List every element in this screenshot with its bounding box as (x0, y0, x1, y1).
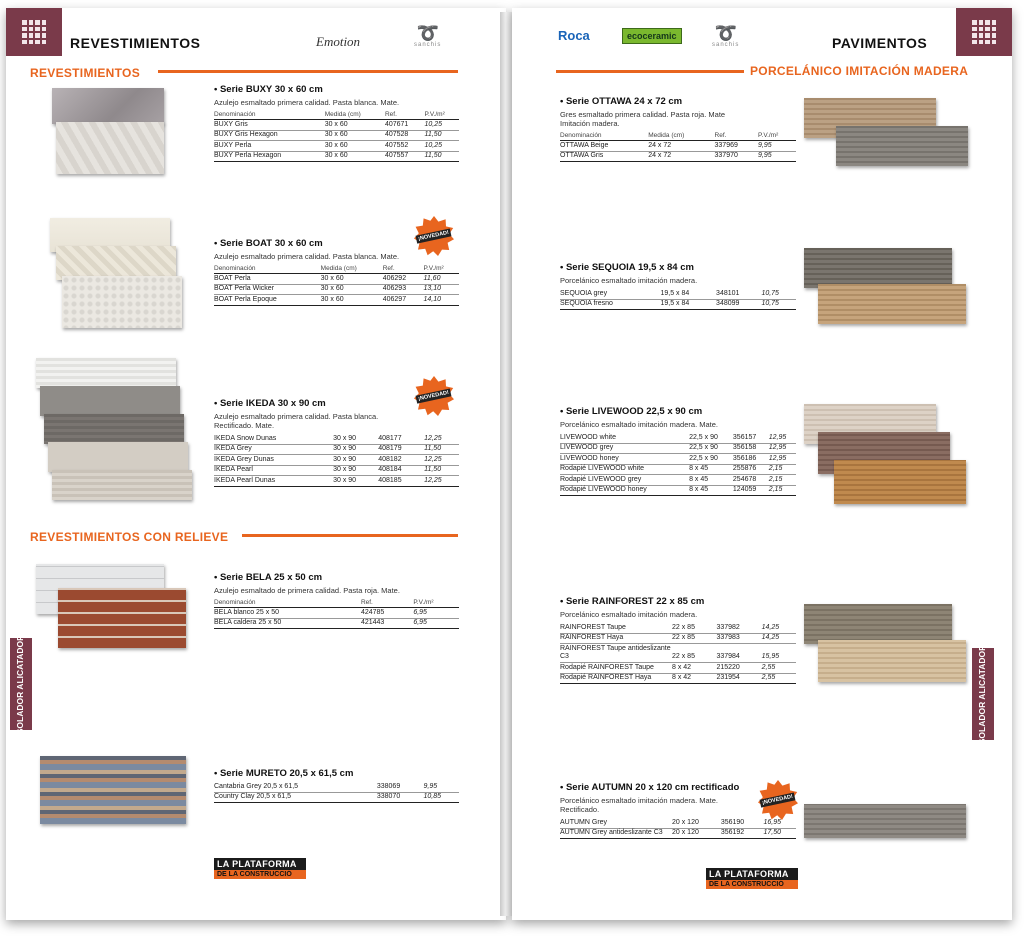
series-description: Porcelánico esmaltado imitación madera. Mate. Rectificado. (560, 796, 718, 814)
col-header: Medida (cm) (648, 132, 714, 141)
col-header: Denominación (214, 111, 325, 120)
product-table (214, 434, 459, 487)
series-mureto (214, 768, 459, 803)
col-header: Ref. (383, 265, 424, 274)
sanchis-swirl-icon: ➰ (714, 23, 737, 43)
table-row: BOAT Perla Epoque 30 x 60 406297 14,10 (214, 295, 459, 306)
tile-image-ikeda-pearl-dunas (52, 470, 192, 500)
section-title-porcelanico: PORCELÁNICO IMITACIÓN MADERA (750, 64, 969, 78)
series-description: Gres esmaltado primera calidad. Pasta roja. Mate Imitación madera. (560, 110, 726, 128)
la-plataforma-logo: LA PLATAFORMA DE LA CONSTRUCCIÓ (706, 868, 798, 889)
col-header: Medida (cm) (325, 111, 385, 120)
table-row: Rodapié LIVEWOOD grey 8 x 45 254678 2,15 (560, 475, 796, 486)
side-tab-solador: SOLADOR ALICATADOR (10, 638, 32, 730)
series-description: Azulejo esmaltado de primera calidad. Pasta roja. Mate. (214, 586, 400, 595)
series-description: Porcelánico esmaltado imitación madera. (560, 276, 698, 285)
series-description: Porcelánico esmaltado imitación madera. (560, 610, 698, 619)
series-sequoia (560, 262, 796, 310)
tile-image-livewood-honey (834, 460, 966, 504)
tile-image-ikeda-pearl (48, 442, 188, 472)
table-row: SEQUOIA grey 19,5 x 84 348101 10,75 (560, 289, 796, 299)
col-header: Ref. (361, 599, 413, 608)
tile-image-buxy-gris (52, 88, 164, 124)
ecoceramic-brand-logo: ecoceramic (622, 28, 682, 44)
table-row: BUXY Gris 30 x 60 407671 10,25 (214, 120, 459, 131)
sanchis-swirl-icon: ➰ (416, 23, 439, 43)
roca-brand-logo: Roca (558, 28, 590, 43)
table-row: AUTUMN Grey 20 x 120 356190 16,95 (560, 818, 796, 828)
table-row: BOAT Perla Wicker 30 x 60 406293 13,10 (214, 284, 459, 295)
page-title: REVESTIMIENTOS (70, 35, 201, 51)
table-row: BUXY Perla 30 x 60 407552 10,25 (214, 141, 459, 152)
tile-image-ottawa-gris (836, 126, 968, 166)
table-row: IKEDA Grey Dunas 30 x 90 408182 12,25 (214, 455, 459, 466)
tile-image-buxy-perla (56, 122, 164, 174)
table-row: OTTAWA Beige 24 x 72 337969 9,95 (560, 141, 796, 152)
series-rainforest (560, 596, 796, 684)
series-ikeda (214, 398, 459, 487)
table-row: BOAT Perla 30 x 60 406292 11,60 (214, 274, 459, 285)
tile-image-mureto (40, 756, 186, 824)
table-row: BELA caldera 25 x 50 421443 6,95 (214, 618, 459, 629)
col-header: Denominación (214, 599, 361, 608)
col-header: Denominación (214, 265, 321, 274)
table-row: Rodapié RAINFOREST Taupe 8 x 42 215220 2,55 (560, 663, 796, 674)
series-title: • Serie OTTAWA 24 x 72 cm (560, 96, 683, 107)
tile-grid-icon (956, 8, 1012, 56)
series-title: • Serie BUXY 30 x 60 cm (214, 84, 323, 95)
table-row: RAINFOREST Taupe 22 x 85 337982 14,25 (560, 623, 796, 633)
product-table (214, 599, 459, 629)
series-description: Azulejo esmaltado primera calidad. Pasta blanca. Mate. (214, 98, 400, 107)
table-row: Rodapié LIVEWOOD white 8 x 45 255876 2,15 (560, 464, 796, 475)
series-title: • Serie MURETO 20,5 x 61,5 cm (214, 768, 354, 779)
left-page (6, 8, 506, 920)
table-row: BELA blanco 25 x 50 424785 6,95 (214, 608, 459, 619)
series-autumn (560, 782, 796, 839)
table-row: RAINFOREST Taupe antideslizante C3 22 x 85 337984 15,95 (560, 644, 796, 663)
series-buxy (214, 84, 459, 162)
product-table (214, 782, 459, 803)
col-header: P.V./m² (758, 132, 796, 141)
col-header: Denominación (560, 132, 648, 141)
tile-grid-icon (6, 8, 62, 56)
table-row: RAINFOREST Haya 22 x 85 337983 14,25 (560, 633, 796, 644)
tile-image-sequoia-fresno (818, 284, 966, 324)
section-title-revestimientos: REVESTIMIENTOS (30, 66, 140, 80)
section-rule (556, 70, 744, 73)
la-plataforma-logo: LA PLATAFORMA DE LA CONSTRUCCIÓ (214, 858, 306, 879)
table-row: AUTUMN Grey antideslizante C3 20 x 120 356192 17,50 (560, 828, 796, 839)
table-row: LIVEWOOD honey 22,5 x 90 356186 12,95 (560, 454, 796, 465)
tile-image-boat-wicker (56, 246, 176, 280)
product-table (214, 111, 459, 162)
novedad-badge: ¡NOVEDAD! (414, 216, 454, 256)
series-title: • Serie SEQUOIA 19,5 x 84 cm (560, 262, 694, 273)
tile-image-ikeda-grey (40, 386, 180, 416)
table-row: LIVEWOOD white 22,5 x 90 356157 12,95 (560, 433, 796, 443)
section-rule (242, 534, 458, 537)
series-title: • Serie IKEDA 30 x 90 cm (214, 398, 326, 409)
table-row: IKEDA Pearl Dunas 30 x 90 408185 12,25 (214, 476, 459, 487)
product-table (560, 623, 796, 684)
sanchis-brand-logo: ➰ sanchis (712, 23, 740, 48)
table-row: Rodapié RAINFOREST Haya 8 x 42 231954 2,55 (560, 673, 796, 684)
table-row: IKEDA Pearl 30 x 90 408184 11,50 (214, 465, 459, 476)
tile-image-boat-epoque (62, 276, 182, 328)
series-bela (214, 572, 459, 629)
col-header: Ref. (715, 132, 759, 141)
table-row: IKEDA Grey 30 x 90 408179 11,50 (214, 444, 459, 455)
table-row: LIVEWOOD grey 22,5 x 90 356158 12,95 (560, 443, 796, 454)
emotion-brand-logo: Emotion (316, 34, 361, 49)
series-ottawa (560, 96, 796, 162)
section-title-con-relieve: REVESTIMIENTOS CON RELIEVE (30, 530, 229, 544)
col-header: Medida (cm) (321, 265, 383, 274)
product-table (560, 433, 796, 496)
tile-image-rainforest-haya (818, 640, 966, 682)
table-row: SEQUOIA fresno 19,5 x 84 348099 10,75 (560, 299, 796, 310)
novedad-badge: ¡NOVEDAD! (414, 376, 454, 416)
series-description: Azulejo esmaltado primera calidad. Pasta blanca. Mate. (214, 252, 400, 261)
series-livewood (560, 406, 796, 496)
tile-image-bela-caldera (58, 588, 186, 648)
novedad-badge: ¡NOVEDAD! (758, 780, 798, 820)
series-title: • Serie LIVEWOOD 22,5 x 90 cm (560, 406, 703, 417)
series-title: • Serie RAINFOREST 22 x 85 cm (560, 596, 705, 607)
tile-image-sequoia-grey (804, 248, 952, 288)
col-header: P.V./m² (413, 599, 459, 608)
table-row: Rodapié LIVEWOOD honey 8 x 45 124059 2,15 (560, 485, 796, 496)
table-row: OTTAWA Gris 24 x 72 337970 9,95 (560, 151, 796, 162)
series-title: • Serie BOAT 30 x 60 cm (214, 238, 323, 249)
section-rule (158, 70, 458, 73)
table-row: Cantabria Grey 20,5 x 61,5 338069 9,95 (214, 782, 459, 792)
page-title: PAVIMENTOS (832, 35, 928, 51)
product-table (560, 289, 796, 310)
tile-image-ikeda-snow-dunas (36, 358, 176, 388)
tile-image-ikeda-grey-dunas (44, 414, 184, 444)
right-page (512, 8, 1012, 920)
side-tab-solador: SOLADOR ALICATADOR (972, 648, 994, 740)
col-header: Ref. (385, 111, 425, 120)
table-row: BUXY Perla Hexagon 30 x 60 407557 11,50 (214, 151, 459, 162)
series-title: • Serie BELA 25 x 50 cm (214, 572, 323, 583)
tile-image-autumn-grey (804, 804, 966, 838)
product-table (560, 132, 796, 162)
col-header: P.V./m² (425, 111, 459, 120)
series-description: Porcelánico esmaltado imitación madera. Mate. (560, 420, 718, 429)
table-row: BUXY Gris Hexagon 30 x 60 407528 11,50 (214, 130, 459, 141)
sanchis-brand-logo: ➰ sanchis (414, 23, 442, 48)
product-table (214, 265, 459, 306)
series-title: • Serie AUTUMN 20 x 120 cm rectificado (560, 782, 740, 793)
tile-image-rainforest-taupe (804, 604, 952, 644)
col-header: P.V./m² (423, 265, 459, 274)
table-row: Country Clay 20,5 x 61,5 338070 10,85 (214, 792, 459, 803)
series-description: Azulejo esmaltado primera calidad. Pasta blanca. Rectificado. Mate. (214, 412, 379, 430)
product-table (560, 818, 796, 839)
series-boat (214, 238, 459, 306)
table-row: IKEDA Snow Dunas 30 x 90 408177 12,25 (214, 434, 459, 444)
